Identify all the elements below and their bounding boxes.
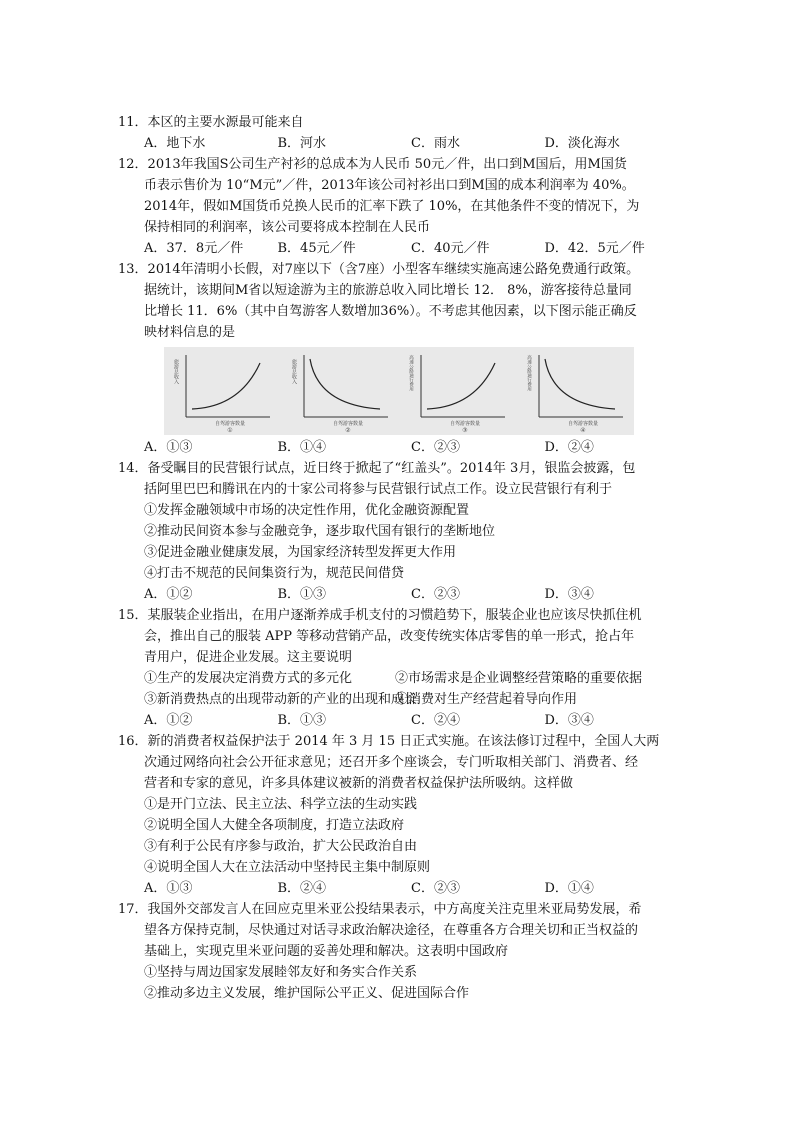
option-a: A．①② — [144, 713, 193, 728]
options-row — [118, 133, 678, 154]
statement: ②说明全国人大健全各项制度，打造立法政府 — [144, 818, 405, 833]
option-b: B．45元／件 — [277, 241, 356, 256]
question-stem: 14．备受瞩目的民营银行试点，近日终于掀起了“红盖头”。2014年 3月，银监会披露，包 — [118, 461, 636, 476]
option-c: C．②③ — [411, 440, 460, 455]
question-stem-line: 望各方保持克制，尽快通过对话寻求政治解决途径，在尊重各方合理关切和正当权益的 — [144, 923, 639, 938]
statement: ①生产的发展决定消费方式的多元化 — [144, 671, 353, 686]
graph-number: ① — [227, 427, 233, 433]
question-15 — [118, 605, 678, 731]
option-a: A．地下水 — [144, 136, 206, 151]
question-stem-line: 保持相同的利润率，该公司要将成本控制在人民币 — [144, 220, 431, 235]
graph-1 — [170, 349, 275, 433]
option-d: D．淡化海水 — [544, 136, 620, 151]
graph-2 — [288, 349, 393, 433]
question-stem-line: 映材料信息的是 — [144, 325, 236, 340]
question-stem-line: 青用户，促进企业发展。这主要说明 — [144, 650, 353, 665]
question-stem-line: 会，推出自己的服装 APP 等移动营销产品，改变传统实体店零售的单一形式，抢占年 — [144, 629, 635, 644]
graph-number: ④ — [580, 427, 586, 433]
statement: ③有利于公民有序参与政治，扩大公民政治自由 — [144, 839, 418, 854]
graphs-figure — [164, 347, 634, 435]
options-row — [118, 437, 678, 458]
exam-page — [118, 112, 678, 1004]
question-stem: 16．新的消费者权益保护法于 2014 年 3 月 15 日正式实施。在该法修订过程中，全国人大两 — [118, 734, 660, 749]
question-stem-line: 2014年，假如M国货币兑换人民币的汇率下跌了 10%，在其他条件不变的情况下，为 — [144, 199, 640, 214]
question-stem-line: 据统计，该期间M省以短途游为主的旅游总收入同比增长 12． 8%，游客接待总量同 — [144, 283, 632, 298]
option-c: C．②③ — [411, 881, 460, 896]
question-16 — [118, 731, 678, 899]
option-c: C．②③ — [411, 587, 460, 602]
graph-3 — [405, 349, 510, 433]
option-b: B．①④ — [277, 440, 327, 455]
question-13 — [118, 259, 678, 458]
graph-y-label: 旅游总收入 — [173, 359, 180, 384]
statement: ②推动多边主义发展，维护国际公平正义、促进国际合作 — [144, 986, 470, 1001]
options-row — [118, 238, 678, 259]
statement: ④说明全国人大在立法活动中坚持民主集中制原则 — [144, 860, 431, 875]
statement-pair — [118, 689, 678, 710]
question-17 — [118, 899, 678, 1004]
options-row — [118, 584, 678, 605]
options-row — [118, 710, 678, 731]
statement: ④消费对生产经营起着导向作用 — [395, 692, 578, 707]
statement: ③新消费热点的出现带动新的产业的出现和成长 — [144, 692, 418, 707]
question-stem-line: 括阿里巴巴和腾讯在内的十家公司将参与民营银行试点工作。设立民营银行有利于 — [144, 482, 613, 497]
options-row — [118, 878, 678, 899]
option-c: C．雨水 — [411, 136, 460, 151]
option-b: B．②④ — [277, 881, 327, 896]
question-stem-line: 比增长 11．6%（其中自驾游客人数增加36%）。不考虑其他因素，以下图示能正确反 — [144, 304, 637, 319]
graph-x-label: 自驾游客数量 — [215, 421, 246, 427]
question-11 — [118, 112, 678, 154]
question-stem-line: 营者和专家的意见，许多具体建议被新的消费者权益保护法所吸纳。这样做 — [144, 776, 574, 791]
option-d: D．42．5元／件 — [544, 241, 645, 256]
statement: ②推动民间资本参与金融竞争，逐步取代国有银行的垄断地位 — [144, 524, 496, 539]
option-a: A．37．8元／件 — [144, 241, 244, 256]
question-stem: 17．我国外交部发言人在回应克里米亚公投结果表示，中方高度关注克里米亚局势发展，希 — [118, 902, 642, 917]
option-d: D．③④ — [544, 713, 594, 728]
question-stem: 15．某服装企业指出，在用户逐渐养成手机支付的习惯趋势下，服装企业也应该尽快抓住机 — [118, 608, 642, 623]
graph-4 — [523, 349, 628, 433]
option-a: A．①② — [144, 587, 193, 602]
statement: ②市场需求是企业调整经营策略的重要依据 — [395, 671, 643, 686]
question-14 — [118, 458, 678, 605]
option-d: D．③④ — [544, 587, 594, 602]
graph-number: ② — [345, 427, 351, 433]
question-stem-line: 基础上，实现克里米亚问题的妥善处理和解决。这表明中国政府 — [144, 944, 509, 959]
graph-number: ③ — [462, 427, 468, 433]
question-stem: 12．2013年我国S公司生产衬衫的总成本为人民币 50元／件，出口到M国后，用M国货 — [118, 157, 627, 172]
graph-x-label: 自驾游客数量 — [567, 421, 598, 427]
statement: ④打击不规范的民间集资行为，规范民间借贷 — [144, 566, 405, 581]
graph-x-label: 自驾游客数量 — [450, 421, 481, 427]
option-c: C．40元／件 — [411, 241, 490, 256]
statement-pair — [118, 668, 678, 689]
option-b: B．①③ — [277, 713, 327, 728]
option-b: B．①③ — [277, 587, 327, 602]
option-d: D．②④ — [544, 440, 594, 455]
question-stem-line: 币表示售价为 10“M元”／件，2013年该公司衬衫出口到M国的成本利润率为 40%。 — [144, 178, 635, 193]
question-stem: 13．2014年清明小长假，对7座以下（含7座）小型客车继续实施高速公路免费通行政策。 — [118, 262, 640, 277]
question-stem: 11．本区的主要水源最可能来自 — [118, 115, 304, 130]
option-a: A．①③ — [144, 440, 193, 455]
option-a: A．①③ — [144, 881, 193, 896]
statement: ①发挥金融领域中市场的决定性作用，优化金融资源配置 — [144, 503, 470, 518]
option-d: D．①④ — [544, 881, 594, 896]
option-c: C．②④ — [411, 713, 460, 728]
graph-y-label: 旅游总收入 — [290, 359, 297, 384]
question-stem-line: 次通过网络向社会公开征求意见；还召开多个座谈会，专门听取相关部门、消费者、经 — [144, 755, 639, 770]
graph-y-label: 高速公路通行费用 — [408, 355, 414, 391]
option-b: B．河水 — [277, 136, 327, 151]
statement: ①坚持与周边国家发展睦邻友好和务实合作关系 — [144, 965, 418, 980]
statement: ①是开门立法、民主立法、科学立法的生动实践 — [144, 797, 418, 812]
graph-x-label: 自驾游客数量 — [332, 421, 363, 427]
graph-y-label: 高速公路通行费用 — [526, 355, 532, 391]
question-12 — [118, 154, 678, 259]
statement: ③促进金融业健康发展，为国家经济转型发挥更大作用 — [144, 545, 457, 560]
